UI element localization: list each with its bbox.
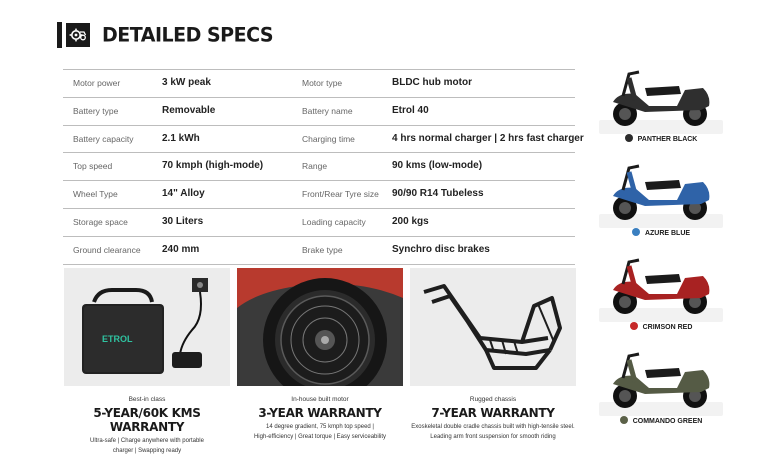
- spec-label: Top speed: [73, 161, 113, 172]
- scooter-image: [605, 348, 717, 410]
- feature-description: [234, 422, 406, 442]
- variant-name: COMMANDO GREEN: [632, 418, 703, 425]
- chassis-photo: [410, 268, 576, 386]
- variant-crimson-red[interactable]: [597, 254, 725, 330]
- feature-caption: [234, 396, 406, 442]
- spec-label: Motor power: [73, 78, 121, 88]
- spec-row: [63, 98, 575, 126]
- feature-description: [61, 436, 233, 456]
- spec-value: 90/90 R14 Tubeless: [392, 188, 484, 200]
- spec-label: Loading capacity: [302, 216, 366, 227]
- variant-name: CRIMSON RED: [642, 324, 693, 331]
- feature-desc-line: Exoskeletal double cradle chassis built with high-tensile steel.: [411, 424, 575, 430]
- specs-table: [63, 69, 584, 265]
- spec-value: 240 mm: [162, 243, 200, 255]
- color-swatch: [632, 228, 640, 236]
- feature-subtitle: Rugged chassis: [469, 396, 517, 403]
- feature-title: 3-YEAR WARRANTY: [258, 406, 382, 420]
- spec-value: 2.1 kWh: [162, 132, 200, 144]
- spec-value: 14" Alloy: [162, 188, 205, 200]
- spec-label: Battery capacity: [73, 133, 134, 144]
- spec-label: Charging time: [302, 133, 355, 144]
- feature-subtitle: In-house built motor: [291, 396, 349, 403]
- spec-row: [63, 209, 575, 237]
- spec-value: 90 kms (low-mode): [392, 160, 483, 172]
- spec-label: Brake type: [302, 244, 343, 255]
- spec-row: [63, 237, 575, 265]
- feature-desc-line: Ultra-safe | Charge anywhere with portable: [90, 438, 204, 444]
- feature-title: 5-YEAR/60K KMS WARRANTY: [93, 406, 201, 434]
- page-title: DETAILED SPECS: [102, 23, 274, 47]
- spec-row: [63, 181, 575, 209]
- variant-label: [597, 322, 725, 331]
- spec-value: 200 kgs: [392, 215, 429, 227]
- feature-title: 7-YEAR WARRANTY: [431, 406, 555, 420]
- spec-row: [63, 69, 575, 98]
- feature-desc-line: Leading arm front suspension for smooth riding: [430, 434, 556, 440]
- spec-label: Storage space: [73, 216, 128, 227]
- spec-row: [63, 126, 584, 154]
- variant-name: AZURE BLUE: [644, 230, 691, 237]
- color-swatch: [625, 134, 633, 142]
- variant-panther-black[interactable]: [597, 66, 725, 142]
- feature-subtitle: Best-in class: [128, 396, 166, 403]
- header-stripe: [57, 22, 62, 48]
- hub-motor-photo: [237, 268, 403, 386]
- feature-caption: [407, 396, 579, 442]
- spec-value: BLDC hub motor: [392, 77, 472, 88]
- scooter-image: [605, 66, 717, 128]
- spec-label: Wheel Type: [73, 189, 118, 200]
- feature-caption: [61, 396, 233, 456]
- feature-desc-line: High-efficiency | Great torque | Easy serviceability: [253, 434, 387, 440]
- feature-desc-line: charger | Swapping ready: [112, 448, 182, 454]
- scooter-image: [605, 160, 717, 222]
- section-header: [57, 22, 273, 48]
- spec-label: Ground clearance: [73, 244, 141, 255]
- spec-value: 30 Liters: [162, 215, 204, 227]
- color-swatch: [620, 416, 628, 424]
- scooter-image: [605, 254, 717, 316]
- variant-name: PANTHER BLACK: [637, 136, 698, 143]
- spec-value: Synchro disc brakes: [392, 243, 490, 255]
- spec-label: Range: [302, 161, 328, 172]
- spec-label: Battery name: [302, 105, 353, 116]
- spec-value: 3 kW peak: [162, 77, 211, 88]
- feature-description: [407, 422, 579, 442]
- battery-photo: [64, 268, 230, 386]
- spec-value: Removable: [162, 104, 216, 116]
- spec-value: 4 hrs normal charger | 2 hrs fast charger: [392, 132, 584, 144]
- spec-value: Etrol 40: [392, 104, 429, 116]
- variant-azure-blue[interactable]: [597, 160, 725, 236]
- spec-value: 70 kmph (high-mode): [162, 160, 264, 172]
- spec-row: [63, 153, 575, 181]
- gear-bike-icon: [66, 23, 90, 47]
- battery-brand-label: ETROL: [102, 334, 133, 344]
- feature-desc-line: 14 degree gradient, 75 kmph top speed |: [266, 424, 374, 430]
- variant-commando-green[interactable]: [597, 348, 725, 424]
- spec-label: Motor type: [302, 78, 343, 88]
- spec-label: Battery type: [73, 105, 119, 116]
- variant-label: [597, 228, 725, 237]
- variant-label: [597, 134, 725, 143]
- spec-label: Front/Rear Tyre size: [302, 189, 379, 200]
- color-swatch: [630, 322, 638, 330]
- variant-label: [597, 416, 725, 425]
